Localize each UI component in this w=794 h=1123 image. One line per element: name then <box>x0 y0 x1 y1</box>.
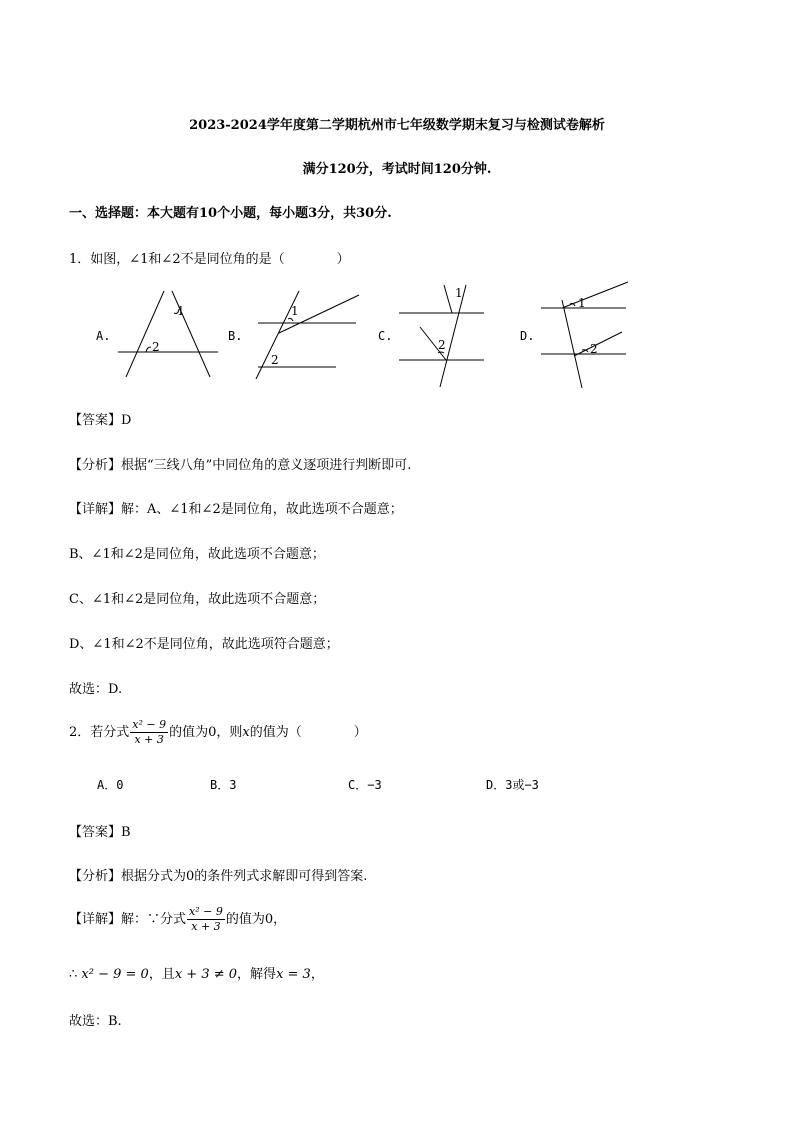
q2-stem <box>69 718 367 747</box>
figure-d-label: D. <box>520 329 535 343</box>
q2-stem-post: 的值为（ ） <box>249 725 367 740</box>
because-symbol: ∵ <box>147 912 161 927</box>
q2-option-a: A．0 <box>97 778 124 792</box>
figure-d <box>536 280 631 390</box>
therefore-symbol: ∴ <box>69 967 78 982</box>
section-heading: 一、选择题：本大题有10个小题，每小题3分，共30分. <box>69 206 392 221</box>
figure-a-label: A. <box>96 329 111 343</box>
equation-3: x = 3 <box>276 967 311 982</box>
q2-analysis: 【分析】根据分式为0的条件列式求解即可得到答案. <box>69 869 368 884</box>
fraction-denominator: x + 3 <box>191 920 221 933</box>
fraction <box>130 718 168 747</box>
q1-answer: 【答案】D <box>69 413 132 428</box>
step-end: ， <box>310 967 324 982</box>
q2-answer: 【答案】B <box>69 825 131 840</box>
q2-option-b: B．3 <box>210 778 237 792</box>
q2-choice: 故选：B. <box>69 1014 122 1029</box>
fraction-denominator: x + 3 <box>134 733 164 746</box>
q2-detail <box>69 905 286 934</box>
variable-x: x <box>242 725 250 740</box>
fraction-numerator: x² − 9 <box>132 718 167 731</box>
angle-1-label: 1 <box>291 304 299 318</box>
q1-analysis: 【分析】根据“三线八角”中同位角的意义逐项进行判断即可. <box>69 458 412 473</box>
equation-1: x² − 9 = 0 <box>81 967 149 982</box>
figure-b-label: B. <box>228 329 243 343</box>
figure-a <box>112 285 227 380</box>
and-text: ，且 <box>148 967 175 982</box>
q1-line-d: D、∠1和∠2不是同位角，故此选项符合题意； <box>69 637 339 652</box>
q2-detail-mid: 分式 <box>160 912 187 927</box>
angle-2-label: 2 <box>590 342 598 356</box>
document-title: 2023-2024学年度第二学期杭州市七年级数学期末复习与检测试卷解析 <box>189 118 605 133</box>
angle-1-label: 1 <box>455 286 463 300</box>
figure-b <box>244 285 364 380</box>
q1-line-c: C、∠1和∠2是同位角，故此选项不合题意； <box>69 592 326 607</box>
angle-2-label: 2 <box>152 340 160 354</box>
q2-stem-mid: 的值为0，则 <box>169 725 243 740</box>
fraction-numerator: x² − 9 <box>189 905 223 918</box>
q2-stem-pre: 2．若分式 <box>69 725 130 740</box>
solve-text: ，解得 <box>237 967 277 982</box>
fraction <box>187 905 225 934</box>
angle-2-label: 2 <box>438 338 446 352</box>
document-subtitle: 满分120分，考试时间120分钟. <box>302 162 492 177</box>
q2-option-c: C．−3 <box>348 778 382 792</box>
q1-choice: 故选：D. <box>69 682 123 697</box>
angle-2-label: 2 <box>271 353 279 367</box>
angle-1-label: 1 <box>578 296 586 310</box>
q2-detail-pre: 【详解】解： <box>69 912 148 927</box>
q2-option-d: D．3或−3 <box>486 778 539 792</box>
figure-c <box>394 283 489 388</box>
q2-detail-post: 的值为0， <box>225 912 287 927</box>
figure-c-label: C. <box>378 329 393 343</box>
angle-1-label: 1 <box>177 304 185 318</box>
q1-line-b: B、∠1和∠2是同位角，故此选项不合题意； <box>69 547 325 562</box>
q1-detail: 【详解】解：A、∠1和∠2是同位角，故此选项不合题意； <box>69 502 403 517</box>
q1-stem: 1．如图，∠1和∠2不是同位角的是（ ） <box>69 252 350 267</box>
equation-2: x + 3 ≠ 0 <box>174 967 238 982</box>
q2-step <box>69 963 324 982</box>
